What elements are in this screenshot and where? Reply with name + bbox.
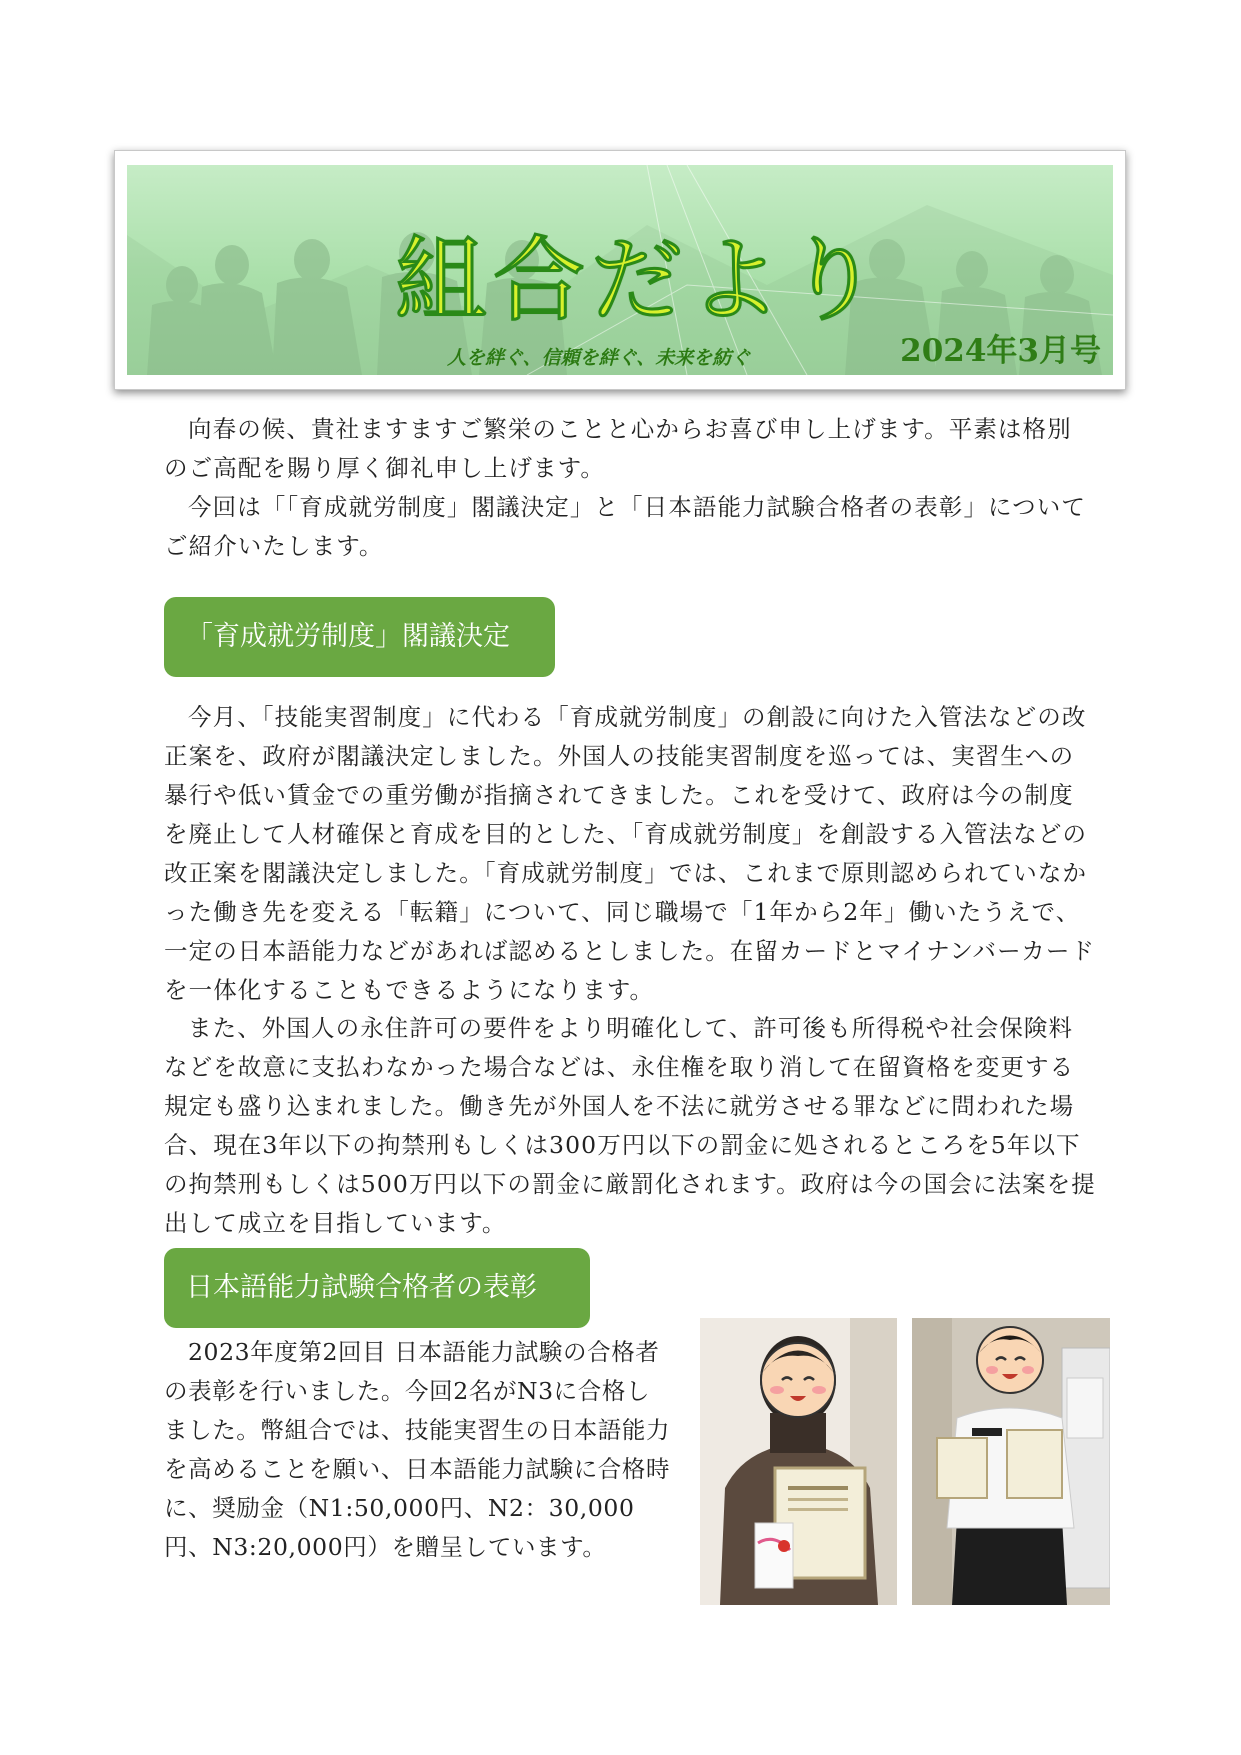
- section-heading-ikusei: 「育成就労制度」閣議決定: [164, 597, 555, 677]
- award-photo-1: [700, 1318, 897, 1605]
- award-photo-2: [912, 1318, 1110, 1605]
- section2-paragraph: 2023年度第2回目 日本語能力試験の合格者の表彰を行いました。今回2名がN3に合格しました。幣組合では、技能実習生の日本語能力を高めることを願い、日本語能力試験に合格時に、奨励金（N1:50,000円、N2：30,000円、N3:20,000円）を贈呈しています。: [164, 1338, 671, 1561]
- banner-background: [127, 165, 1113, 375]
- issue-date: 2024年3月号: [900, 333, 1101, 369]
- section-heading-jlpt-award: 日本語能力試験合格者の表彰: [164, 1248, 590, 1328]
- section1-paragraph-2: また、外国人の永住許可の要件をより明確化して、許可後も所得税や社会保険料などを故意に支払わなかった場合などは、永住権を取り消して在留資格を変更する規定も盛り込まれました。働き先が外国人を不法に就労させる罪などに問われた場合、現在3年以下の拘禁刑もしくは300万円以下の罰金に処されるところを5年以下の拘禁刑もしくは500万円以下の罰金に厳罰化されます。政府は今の国会に法案を提出して成立を目指しています。: [164, 1014, 1096, 1237]
- intro-paragraph-2: 今回は「「育成就労制度」閣議決定」と「日本語能力試験合格者の表彰」についてご紹介いたします。: [164, 493, 1086, 560]
- newsletter-slogan: 人を絆ぐ、信頼を絆ぐ、未来を紡ぐ: [447, 347, 751, 369]
- header-banner: [114, 150, 1126, 390]
- section1-paragraph-1: 今月、「技能実習制度」に代わる「育成就労制度」の創設に向けた入管法などの改正案を、政府が閣議決定しました。外国人の技能実習制度を巡っては、実習生への暴行や低い賃金での重労働が指摘されてきました。これを受けて、政府は今の制度を廃止して人材確保と育成を目的とした、「育成就労制度」を創設する入管法などの改正案を閣議決定しました。「育成就労制度」では、これまで原則認められていなかった働き先を変える「転籍」について、同じ職場で「1年から2年」働いたうえで、一定の日本語能力などがあれば認めるとしました。在留カードとマイナンバーカードを一体化することもできるようになります。: [164, 703, 1096, 1004]
- intro-paragraph-1: 向春の候、貴社ますますご繁栄のことと心からお喜び申し上げます。平素は格別のご高配を賜り厚く御礼申し上げます。: [164, 415, 1072, 482]
- newsletter-title: 組合だより: [394, 227, 885, 334]
